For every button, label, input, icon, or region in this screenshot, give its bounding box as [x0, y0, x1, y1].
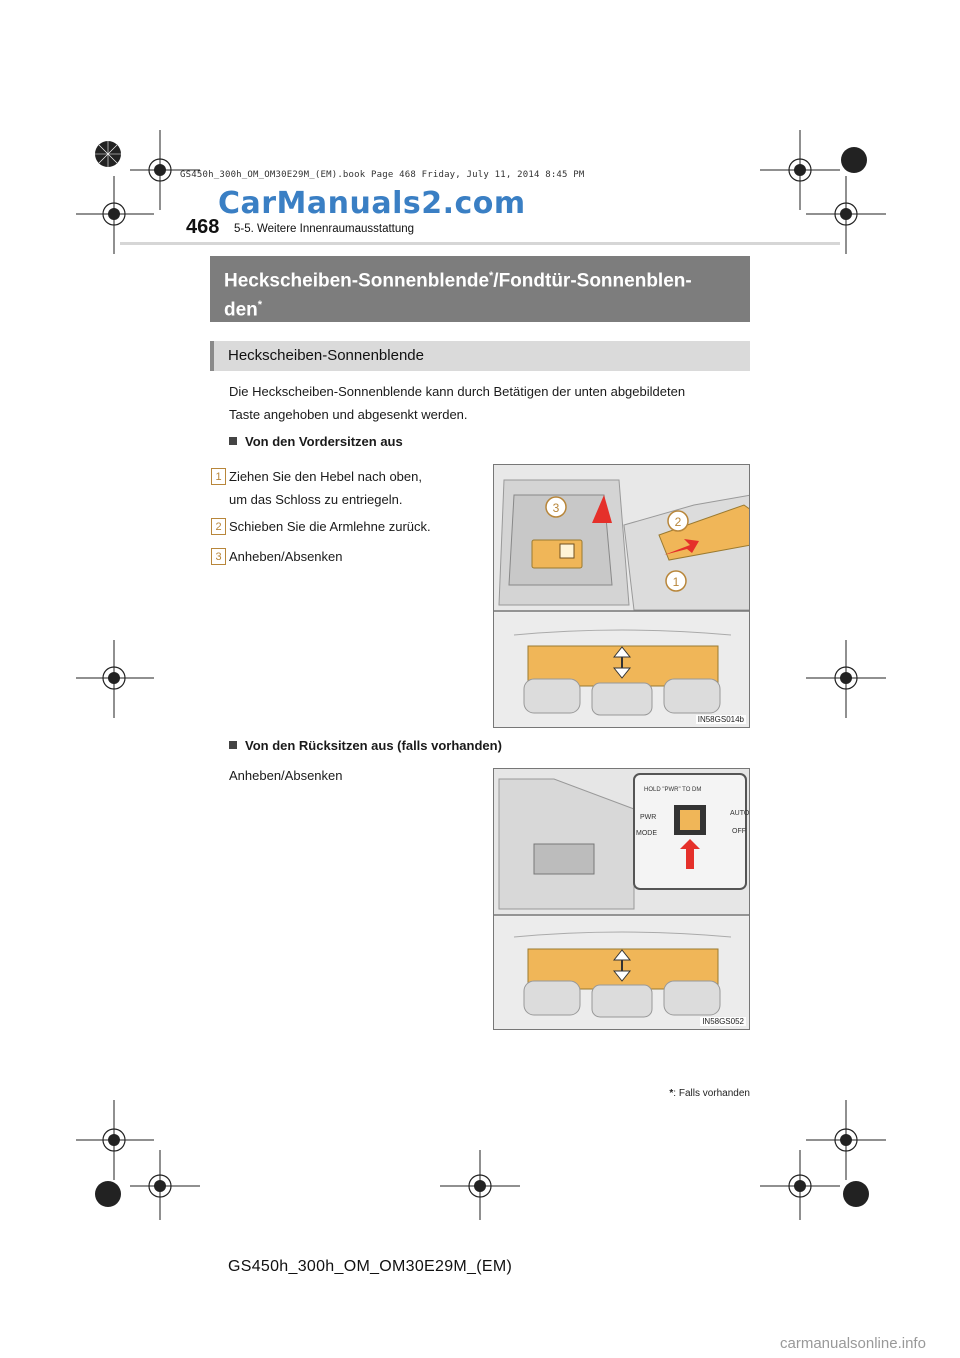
- crosshair-mark-bottom-right-2: [806, 1100, 886, 1180]
- callout-2: 2: [674, 515, 682, 529]
- intro-text: [229, 380, 749, 426]
- book-info-line: GS450h_300h_OM_OM30E29M_(EM).book Page 468 Friday, July 11, 2014 8:45 PM: [180, 170, 585, 180]
- footnote-text: : Falls vorhanden: [673, 1088, 750, 1099]
- figure-code-2: IN58GS052: [702, 1017, 744, 1026]
- rear-seats-heading: [229, 738, 502, 753]
- figure-front-seats: [493, 464, 750, 728]
- figure-rear-illustration: [494, 769, 750, 1030]
- crosshair-mark-bottom-left-2: [130, 1150, 210, 1220]
- front-seats-heading: [229, 434, 403, 449]
- subheading: Heckscheiben-Sonnenblende: [210, 341, 750, 371]
- title-part1: Heckscheiben-Sonnenblende: [224, 270, 490, 292]
- step-1: [211, 465, 481, 511]
- bullet-square-icon: [229, 437, 237, 445]
- figure-rear-seats: [493, 768, 750, 1030]
- crosshair-mark-mid-right: [806, 640, 886, 720]
- registration-mark-bottom-left: [86, 1170, 136, 1220]
- watermark-top[interactable]: CarManuals2.com: [218, 186, 526, 221]
- figure-code-1: IN58GS014b: [697, 715, 744, 724]
- rear-text: Anheben/Absenken: [229, 768, 343, 783]
- header-rule: [120, 242, 840, 245]
- bullet-square-icon-2: [229, 741, 237, 749]
- title-star1: *: [489, 270, 494, 282]
- panel-auto-label: AUTO: [730, 810, 750, 817]
- step-2: [211, 515, 481, 538]
- callout-3: 3: [552, 501, 560, 515]
- step-3: [211, 545, 481, 568]
- footer-doc-id: GS450h_300h_OM_OM30E29M_(EM): [228, 1258, 513, 1275]
- panel-off-label: OFF: [732, 828, 746, 835]
- page-title: [210, 256, 750, 322]
- step-number-3: 3: [211, 548, 226, 565]
- crosshair-mark-mid-left: [76, 640, 156, 720]
- footnote-star: *: [669, 1088, 674, 1099]
- rear-heading-label: Von den Rücksitzen aus (falls vorhanden): [245, 738, 502, 753]
- footnote: [669, 1088, 750, 1099]
- section-reference: 5-5. Weitere Innenraumausstattung: [234, 223, 415, 235]
- title-part2: /Fondtür-Sonnenblen-: [493, 270, 692, 292]
- panel-hold-label: HOLD "PWR" TO DM: [644, 787, 702, 793]
- front-heading-label: Von den Vordersitzen aus: [245, 434, 403, 449]
- crosshair-mark-bottom-center: [440, 1150, 520, 1220]
- panel-pwr-label: PWR: [640, 814, 657, 821]
- page-number: 468: [186, 216, 220, 238]
- step-3-line1: Anheben/Absenken: [229, 549, 343, 564]
- step-1-line2: um das Schloss zu entriegeln.: [229, 492, 403, 507]
- registration-mark-bottom-right: [830, 1170, 880, 1220]
- title-star2: *: [257, 299, 263, 312]
- title-part3: den: [224, 299, 258, 321]
- intro-line2: Taste angehoben und abgesenkt werden.: [229, 407, 468, 422]
- footer-site-watermark[interactable]: carmanualsonline.info: [780, 1335, 926, 1352]
- intro-line1: Die Heckscheiben-Sonnenblende kann durch Betätigen der unten abgebildeten: [229, 384, 686, 399]
- step-2-line1: Schieben Sie die Armlehne zurück.: [229, 519, 431, 534]
- step-1-line1: Ziehen Sie den Hebel nach oben,: [229, 469, 422, 484]
- step-number-1: 1: [211, 468, 226, 485]
- step-number-2: 2: [211, 518, 226, 535]
- figure-front-illustration: [494, 465, 750, 728]
- panel-mode-label: MODE: [636, 830, 657, 837]
- callout-1: 1: [672, 575, 680, 589]
